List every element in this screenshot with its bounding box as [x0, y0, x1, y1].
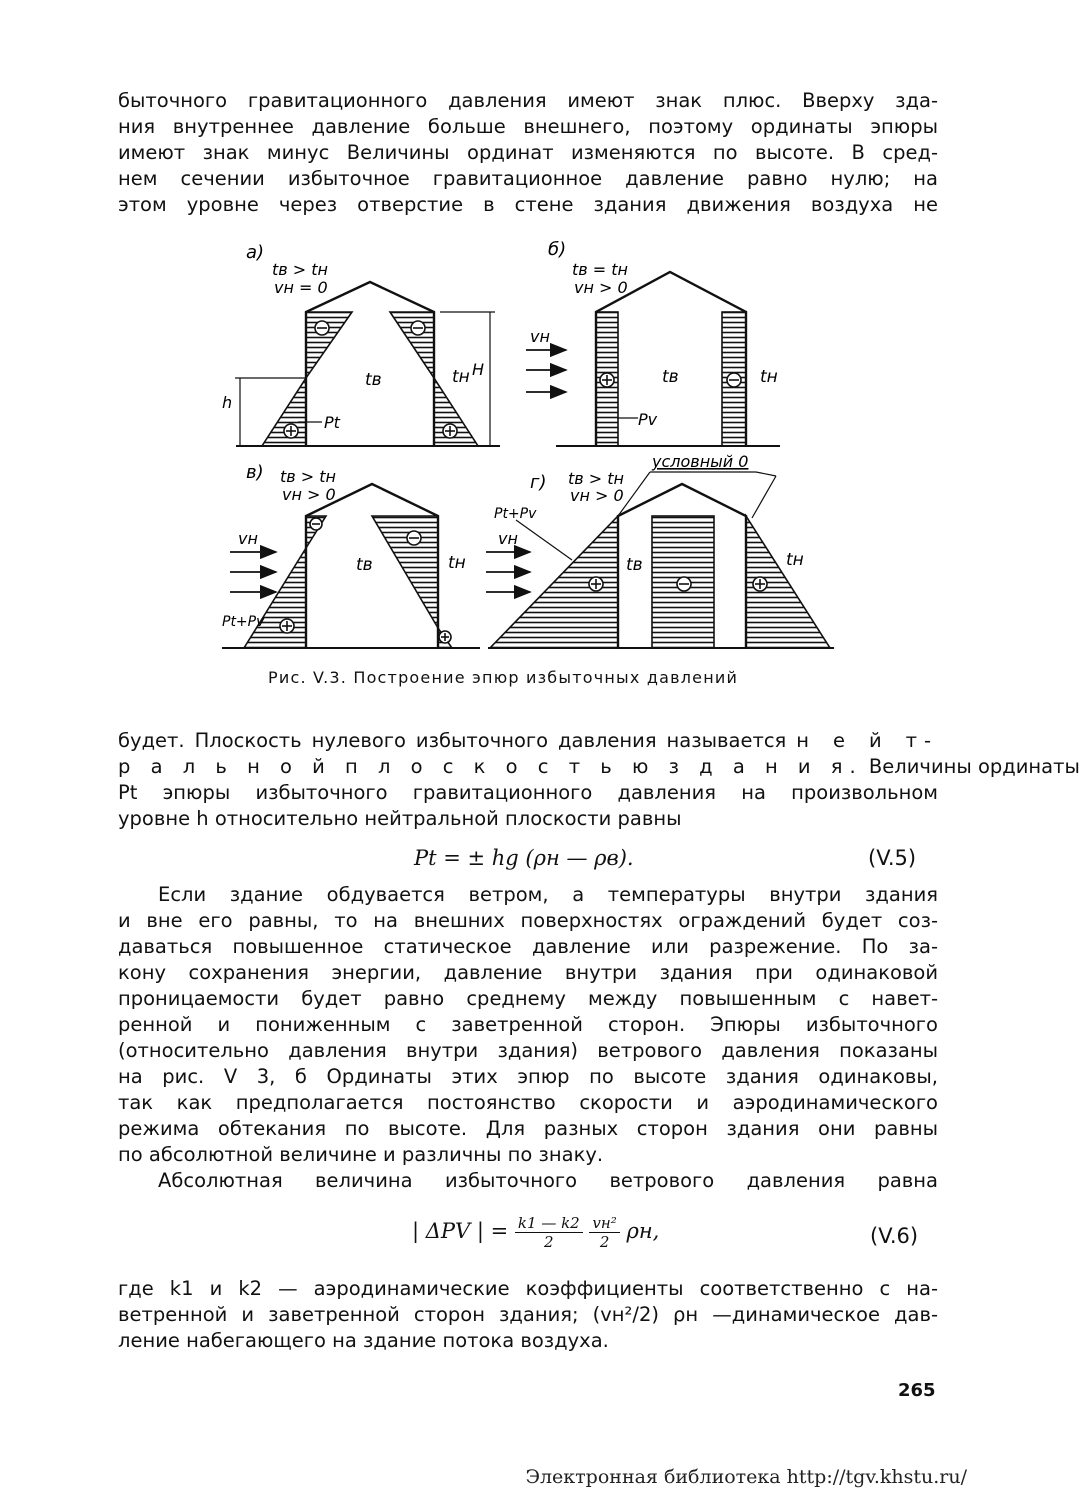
fraction-velocity [589, 1214, 619, 1251]
emphasized-term: н е й т- [796, 729, 938, 752]
fraction-numerator: k1 — k2 [515, 1214, 583, 1233]
page-number: 265 [898, 1380, 936, 1401]
fraction-numerator: vн² [589, 1214, 619, 1233]
text-line: даваться повышенное статическое давление или разрежение. По за- [118, 935, 938, 958]
panel-v [222, 462, 480, 648]
text-line: ния внутреннее давление больше внешнего, поэтому ординаты эпюры [118, 115, 938, 138]
text-line: режима обтекания по высоте. Для разных сторон здания они равны [118, 1117, 938, 1140]
panel-b-pressure-label: Pv [638, 410, 658, 429]
formula-lhs: | ΔPV | = [412, 1219, 509, 1243]
panel-b-outside-temp: tн [760, 367, 778, 387]
paragraph-absolute [118, 1168, 938, 1194]
text-line: ление набегающего на здание потока воздуха. [118, 1329, 609, 1352]
panel-v-condition-wind: vн > 0 [282, 485, 336, 504]
panel-g-letter: г) [530, 472, 547, 493]
panel-g-condition-wind: vн > 0 [570, 486, 624, 505]
panel-a-diagram-left-top [306, 312, 352, 378]
panel-a-outside-temp: tн [452, 367, 470, 387]
panel-g-inside-temp: tв [626, 555, 643, 575]
equation-number-v5: (V.5) [868, 846, 917, 870]
panel-a-condition-temp: tв > tн [272, 260, 329, 279]
paragraph-coefficients [118, 1276, 938, 1354]
panel-v-inside-temp: tв [356, 555, 373, 575]
panel-a-pressure-label: Pt [324, 413, 340, 432]
text-fragment: Величины ординаты [868, 755, 1080, 778]
formula-rhs: ρн, [626, 1219, 660, 1243]
text-line: (относительно давления внутри здания) ветрового давления показаны [118, 1039, 938, 1062]
text-line: нем сечении избыточное гравитационное давление равно нулю; на [118, 167, 938, 190]
panel-g-pressure-label: Pt+Pv [494, 506, 537, 522]
text-line: по абсолютной величине и различны по знаку. [118, 1143, 604, 1166]
panel-a-H-label: H [472, 360, 485, 379]
library-footer: Электронная библиотека http://tgv.khstu.ru/ [525, 1466, 967, 1488]
panel-v-condition-temp: tв > tн [280, 467, 337, 486]
text-line: на рис. V 3, б Ординаты этих эпюр по высоте здания одинаковы, [118, 1065, 938, 1088]
text-line: ренной и пониженным с заветренной сторон. Эпюры избыточного [118, 1013, 938, 1036]
panel-a-diagram-right-top [390, 312, 434, 378]
text-line: Если здание обдувается ветром, а температуры внутри здания [158, 883, 938, 906]
text-line [118, 728, 938, 754]
fraction-coefficients [515, 1214, 583, 1251]
text-line: Абсолютная величина избыточного ветрового давления равна [158, 1169, 938, 1192]
equation-number-v6: (V.6) [870, 1224, 919, 1248]
figure-caption: Рис. V.3. Построение эпюр избыточных давлений [268, 668, 739, 687]
panel-g-condition-temp: tв > tн [568, 469, 625, 488]
text-line: этом уровне через отверстие в стене здания движения воздуха не [118, 193, 938, 216]
panel-b-condition-temp: tв = tн [572, 260, 629, 279]
panel-g-zero-label: условный 0 [652, 452, 749, 471]
panel-b-wind-label: vн [530, 327, 550, 346]
fraction-denominator: 2 [544, 1233, 554, 1251]
panel-a-diagram-left-bottom [262, 378, 306, 446]
paragraph-neutral-plane [118, 728, 1080, 832]
text-line: проницаемости будет равно среднему между повышенным с навет- [118, 987, 938, 1010]
panel-b [526, 239, 780, 446]
panel-g-wind-label: vн [498, 529, 518, 548]
fraction-denominator: 2 [599, 1233, 610, 1251]
panel-b-condition-wind: vн > 0 [574, 278, 628, 297]
paragraph-wind [118, 882, 938, 1168]
text-line: уровне h относительно нейтральной плоскости равны [118, 807, 682, 830]
text-line: так как предполагается постоянство скорости и аэродинамического [118, 1091, 938, 1114]
panel-a [222, 242, 500, 446]
panel-v-letter: в) [246, 462, 264, 483]
panel-v-diagram-left-bottom [244, 548, 306, 648]
panel-a-condition-wind: vн = 0 [274, 278, 328, 297]
text-line: и вне его равны, то на внешних поверхностях ограждений будет соз- [118, 909, 938, 932]
panel-b-inside-temp: tв [662, 367, 679, 387]
panel-a-letter: а) [246, 242, 265, 263]
panel-v-pressure-label: Pt+Pv [222, 614, 265, 630]
text-line: быточного гравитационного давления имеют знак плюс. Вверху зда- [118, 89, 938, 112]
panel-v-wind-label: vн [238, 529, 258, 548]
panel-v-outside-temp: tн [448, 553, 466, 573]
panel-b-letter: б) [548, 239, 567, 260]
formula-v6 [412, 1214, 659, 1251]
panel-a-inside-temp: tв [365, 370, 382, 390]
text-line: кону сохранения энергии, давление внутри здания при одинаковой [118, 961, 938, 984]
panel-g [486, 452, 834, 648]
text-line: где k1 и k2 — аэродинамические коэффициенты соответственно с на- [118, 1277, 938, 1300]
panel-g-outside-temp: tн [786, 550, 804, 570]
panel-a-h-label: h [222, 393, 233, 412]
panel-v-diagram-right-top [372, 516, 438, 628]
emphasized-term: р а л ь н о й п л о с к о с т ь ю з д а н и я. [118, 755, 863, 778]
text-line: ветренной и заветренной сторон здания; (vн²/2) ρн —динамическое дав- [118, 1303, 938, 1326]
figure-pressure-diagrams [0, 0, 979, 700]
text-line: имеют знак минус Величины ординат изменяются по высоте. В сред- [118, 141, 938, 164]
formula-v5: Pt = ± hg (ρн — ρв). [414, 846, 634, 870]
text-fragment: будет. Плоскость нулевого избыточного давления называется [118, 729, 787, 752]
text-line [118, 754, 1080, 780]
text-line: Pt эпюры избыточного гравитационного давления на произвольном [118, 781, 938, 804]
